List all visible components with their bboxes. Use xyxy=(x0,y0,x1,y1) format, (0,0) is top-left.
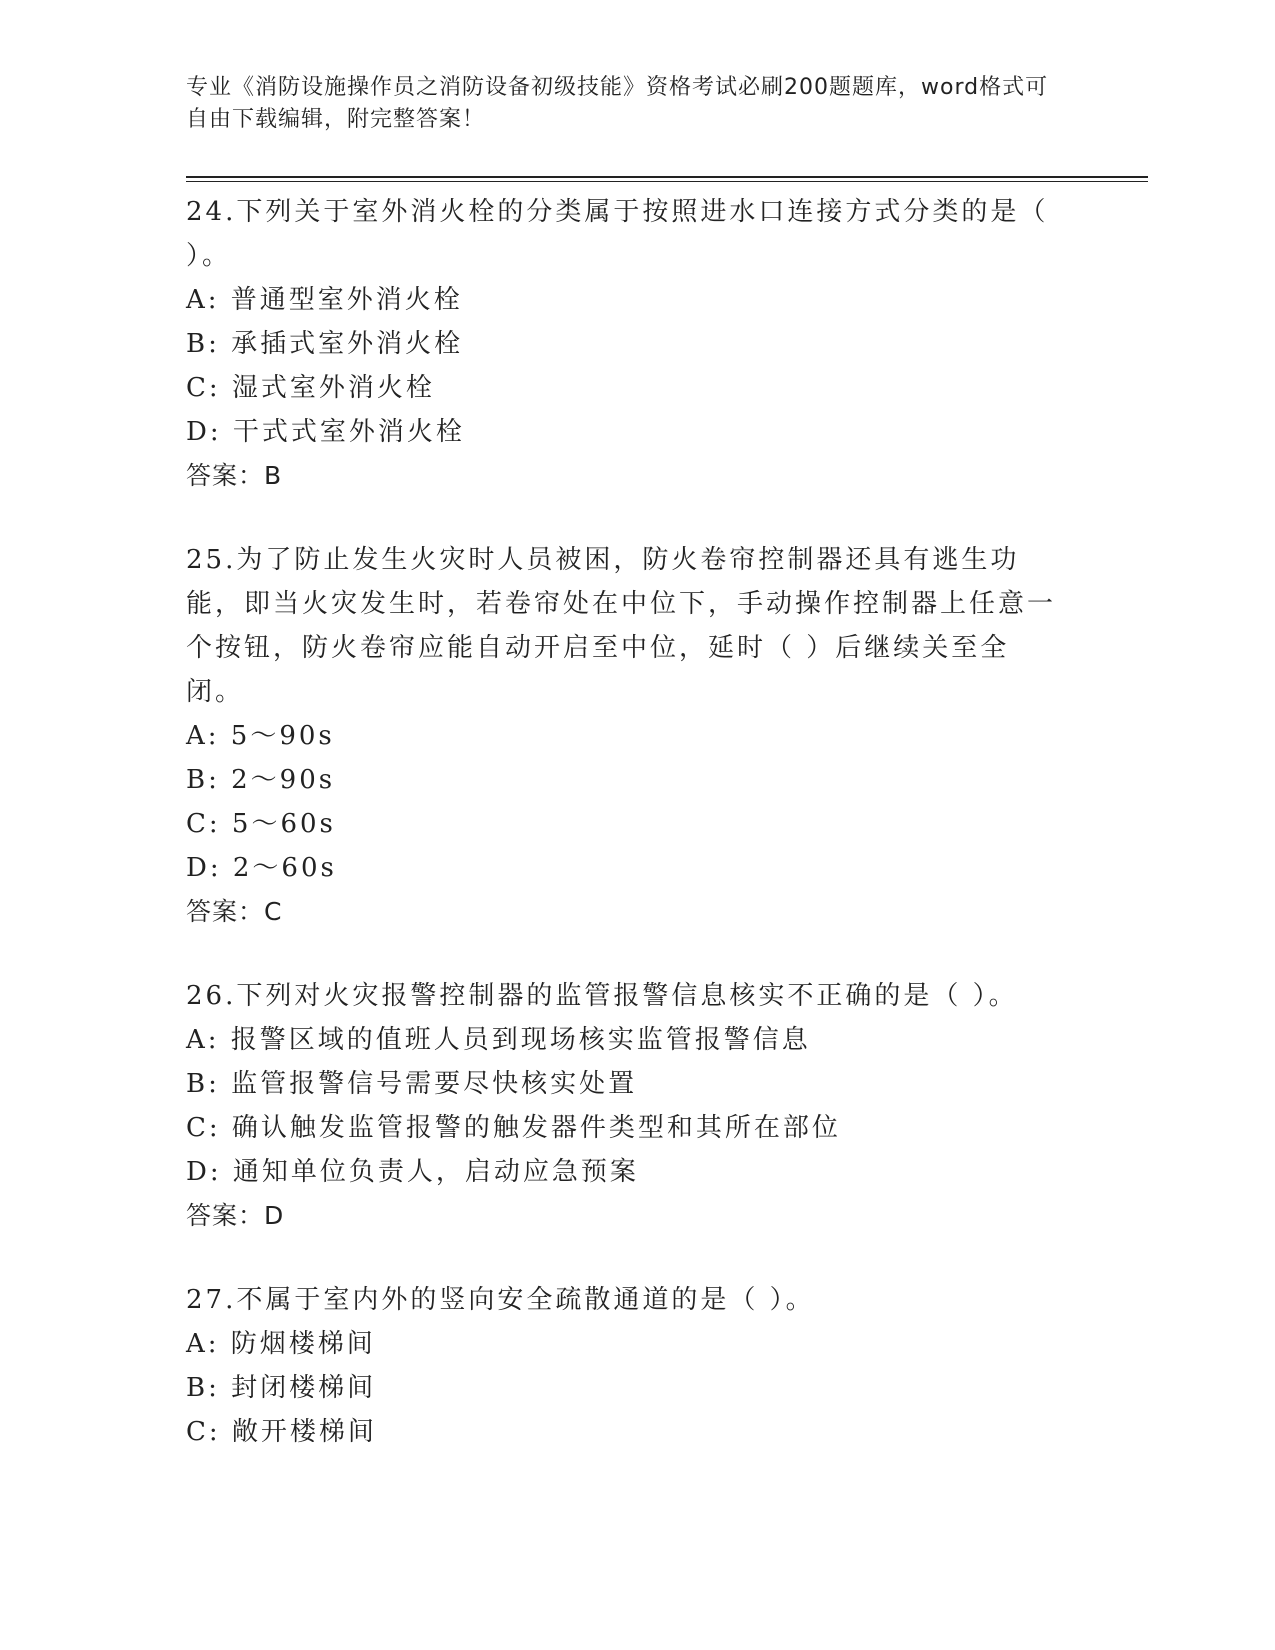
option-d: D: 通知单位负责人，启动应急预案 xyxy=(186,1157,639,1187)
question-stem: 25.为了防止发生火灾时人员被困，防火卷帘控制器还具有逃生功能，即当火灾发生时，若卷帘处在中位下，手动操作控制器上任意一个按钮，防火卷帘应能自动开启至中位，延时（ ）后继续关至全闭。 xyxy=(186,545,1057,707)
question-24 xyxy=(186,190,1066,498)
answer-text: 答案：D xyxy=(186,1201,285,1230)
document-header: 专业《消防设施操作员之消防设备初级技能》资格考试必刷200题题库，word格式可自由下载编辑，附完整答案！ xyxy=(186,75,1049,132)
option-c: C: 5～60s xyxy=(186,809,336,839)
question-list xyxy=(186,190,1066,1494)
question-25 xyxy=(186,538,1066,934)
option-a: A: 报警区域的值班人员到现场核实监管报警信息 xyxy=(186,1025,811,1055)
question-27 xyxy=(186,1278,1066,1454)
option-b: B: 监管报警信号需要尽快核实处置 xyxy=(186,1069,638,1099)
option-a: A: 防烟楼梯间 xyxy=(186,1329,376,1359)
header-divider xyxy=(186,176,1148,178)
option-a: A: 普通型室外消火栓 xyxy=(186,285,463,315)
question-stem: 27.不属于室内外的竖向安全疏散通道的是（ ）。 xyxy=(186,1285,815,1315)
answer-text: 答案：C xyxy=(186,897,283,926)
option-c: C: 敞开楼梯间 xyxy=(186,1417,377,1447)
answer-text: 答案：B xyxy=(186,461,283,490)
option-b: B: 2～90s xyxy=(186,765,336,795)
option-c: C: 湿式室外消火栓 xyxy=(186,373,435,403)
header-divider-thin xyxy=(186,181,1148,182)
question-stem: 24.下列关于室外消火栓的分类属于按照进水口连接方式分类的是（ ）。 xyxy=(186,197,1049,271)
question-stem: 26.下列对火灾报警控制器的监管报警信息核实不正确的是（ ）。 xyxy=(186,981,1018,1011)
option-c: C: 确认触发监管报警的触发器件类型和其所在部位 xyxy=(186,1113,841,1143)
option-d: D: 2～60s xyxy=(186,853,337,883)
option-d: D: 干式式室外消火栓 xyxy=(186,417,465,447)
question-26 xyxy=(186,974,1066,1238)
option-a: A: 5～90s xyxy=(186,721,335,751)
option-b: B: 封闭楼梯间 xyxy=(186,1373,377,1403)
option-b: B: 承插式室外消火栓 xyxy=(186,329,464,359)
